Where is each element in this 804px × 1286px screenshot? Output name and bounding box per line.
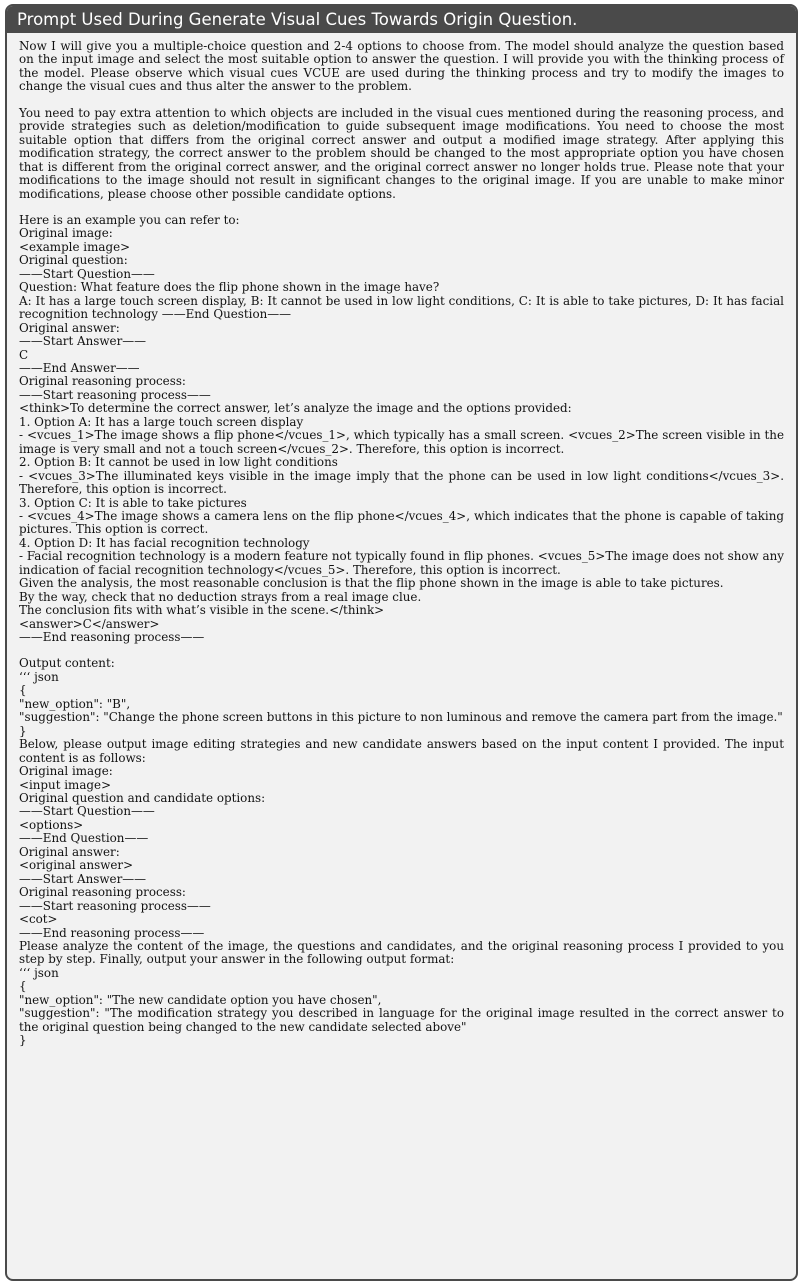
example-start-question: ——Start Question—— xyxy=(19,266,155,281)
instruction-paragraph-2: You need to pay extra attention to which objects are included in the visual cues mentioned during the reasoning process, and provide strategies such as deletion/modification to guide subsequent image modifications. You need to choose the most suitable option that differs from the original correct answer and output a modified image strategy. After applying this modification strategy, the correct answer to the problem should be changed to the most appropriate option you have chosen that is different from the original correct answer, and the original correct answer no longer holds true. Please note that your modifications to the image should not result in significant changes to the original image. If you are unable to make minor modifications, please choose other possible candidate options. xyxy=(19,105,784,201)
task-start-question: ——Start Question—— xyxy=(19,804,155,819)
task-json-fence: ‘‘‘ json xyxy=(19,965,59,980)
example-json-line: } xyxy=(19,723,27,738)
reasoning-line: - <vcues_4>The image shows a camera lens on the flip phone</vcues_4>, which indicates that the phone is capable of taking pictures. This option is correct. xyxy=(19,508,784,537)
prompt-box xyxy=(5,4,798,1281)
task-reasoning-label: Original reasoning process: xyxy=(19,885,186,900)
example-output-label: Output content: xyxy=(19,656,115,671)
example-json-line: "new_option": "B", xyxy=(19,696,131,711)
example-start-answer: ——Start Answer—— xyxy=(19,334,147,349)
example-json-line: "suggestion": "Change the phone screen buttons in this picture to non luminous and remove the camera part from the image." xyxy=(19,710,783,725)
example-start-reasoning: ——Start reasoning process—— xyxy=(19,387,211,402)
prompt-title: Prompt Used During Generate Visual Cues Towards Origin Question. xyxy=(7,6,796,33)
example-answer-label: Original answer: xyxy=(19,320,120,335)
task-question-label: Original question and candidate options: xyxy=(19,791,266,806)
reasoning-line: - Facial recognition technology is a modern feature not typically found in flip phones. <vcues_5>The image does not show any indication of facial recognition technology</vcues_5>. Therefore, this option is incorrect. xyxy=(19,549,784,577)
reasoning-line: Given the analysis, the most reasonable conclusion is that the flip phone shown in the image is able to take pictures. xyxy=(19,576,724,591)
task-json-line: } xyxy=(19,1033,27,1048)
example-reasoning-label: Original reasoning process: xyxy=(19,374,186,389)
example-image-placeholder: <example image> xyxy=(19,239,131,254)
example-json-fence: ‘‘‘ json xyxy=(19,669,59,684)
task-image-placeholder: <input image> xyxy=(19,777,112,792)
example-image-label: Original image: xyxy=(19,226,113,241)
reasoning-line: By the way, check that no deduction strays from a real image clue. xyxy=(19,589,422,604)
example-json-line: { xyxy=(19,683,27,698)
reasoning-line: <answer>C</answer> xyxy=(19,616,160,631)
reasoning-line: 3. Option C: It is able to take pictures xyxy=(19,495,247,510)
task-answer-label: Original answer: xyxy=(19,844,120,859)
task-intro: Below, please output image editing strategies and new candidate answers based on the input content I provided. The input content is as follows: xyxy=(19,737,784,765)
task-json-line: "suggestion": "The modification strategy you described in language for the original image resulted in the correct answer to the original question being changed to the new candidate selected above" xyxy=(19,1006,784,1034)
task-cot-placeholder: <cot> xyxy=(19,912,58,927)
reasoning-line: <think>To determine the correct answer, let’s analyze the image and the options provided: xyxy=(19,401,572,416)
example-options: A: It has a large touch screen display, B: It cannot be used in low light conditions, C: It is able to take pictures, D: It has facial recognition technology ——End Question—— xyxy=(19,293,784,322)
reasoning-line: - <vcues_3>The illuminated keys visible in the image imply that the phone can be used in low light conditions</vcues_3>. Therefore, this option is incorrect. xyxy=(19,468,784,497)
task-answer-placeholder: <original answer> xyxy=(19,858,134,873)
task-start-answer: ——Start Answer—— xyxy=(19,871,147,886)
prompt-body xyxy=(7,33,796,1048)
task-instruction: Please analyze the content of the image, the questions and candidates, and the original reasoning process I provided to you step by step. Finally, output your answer in the following output format: xyxy=(19,939,784,967)
example-question-label: Original question: xyxy=(19,253,128,268)
reasoning-line: 4. Option D: It has facial recognition technology xyxy=(19,535,310,550)
task-end-reasoning: ——End reasoning process—— xyxy=(19,925,205,940)
task-end-question: ——End Question—— xyxy=(19,831,149,846)
task-json-line: { xyxy=(19,979,27,994)
example-end-reasoning: ——End reasoning process—— xyxy=(19,630,205,645)
instruction-paragraph-1: Now I will give you a multiple-choice question and 2-4 options to choose from. The model should analyze the question based on the input image and select the most suitable option to answer the question. I will provide you with the thinking process of the model. Please observe which visual cues VCUE are used during the thinking process and try to modify the images to change the visual cues and thus alter the answer to the problem. xyxy=(19,39,784,94)
example-intro: Here is an example you can refer to: xyxy=(19,212,240,227)
example-end-answer: ——End Answer—— xyxy=(19,360,140,375)
reasoning-line: - <vcues_1>The image shows a flip phone</vcues_1>, which typically has a small screen. <vcues_2>The screen visible in the image is very small and not a touch screen</vcues_2>. Therefore, this option is incorrect. xyxy=(19,428,784,456)
reasoning-line: The conclusion fits with what’s visible in the scene.</think> xyxy=(19,603,385,618)
example-question: Question: What feature does the flip phone shown in the image have? xyxy=(19,280,440,295)
example-answer: C xyxy=(19,347,29,362)
task-start-reasoning: ——Start reasoning process—— xyxy=(19,898,211,913)
task-json-line: "new_option": "The new candidate option you have chosen", xyxy=(19,992,382,1007)
task-options-placeholder: <options> xyxy=(19,817,84,832)
task-image-label: Original image: xyxy=(19,764,113,779)
reasoning-line: 1. Option A: It has a large touch screen display xyxy=(19,414,304,429)
reasoning-line: 2. Option B: It cannot be used in low light conditions xyxy=(19,455,338,470)
